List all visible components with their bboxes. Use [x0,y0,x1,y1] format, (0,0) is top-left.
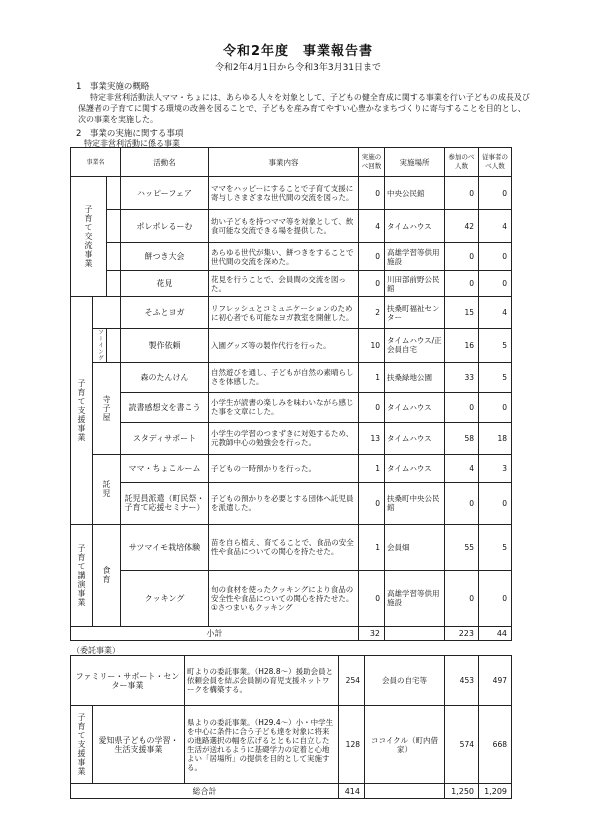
times-cell: 2 [359,297,385,329]
activity-content: 自然遊びを通し、子どもが自然の素晴らしさを体感した。 [209,362,359,392]
subtotal-label: 小計 [71,626,359,640]
total-staff: 1,209 [479,784,512,799]
activity-content: 入園グッズ等の製作代行を行った。 [209,329,359,363]
total-participants: 1,250 [445,784,479,799]
activity-name: 製作依頼 [121,329,209,363]
activity-name: 読書感想文を書こう [121,392,209,422]
staff-cell: 4 [479,297,512,329]
staff-cell: 0 [479,570,512,626]
participants-cell: 58 [445,422,479,454]
table-row [71,524,512,570]
activity-content: 苗を自ら植え、育てることで、食品の安全性や食品についての関心を持たせた。 [209,524,359,570]
table-row [71,243,512,271]
report-title: 令和2年度 事業報告書 [222,44,374,59]
group-koza: 子育て講演事業 [71,524,93,626]
times-cell: 0 [359,177,385,210]
group-takuji: 託児 [93,454,121,524]
staff-cell: 4 [479,210,512,243]
staff-cell: 497 [479,656,512,706]
participants-cell: 15 [445,297,479,329]
table-row [71,297,512,329]
activity-content: リフレッシュとコミュニケーションのために初心者でも可能なヨガ教室を開催した。 [209,297,359,329]
times-cell: 13 [359,422,385,454]
intro-paragraph: 特定非営利活動法人ママ・ちょには、あらゆる人々を対象として、子どもの健全育成に関する事業を行い子どもの成長及び保護者の子育てに関する環境の改善を図ることで、子どもを産み育てやすい心豊かなまちづくりに寄与することを目的とし、次の事業を実施した。 [78,93,530,124]
activity-name: ママ・ちょこルーム [121,454,209,482]
times-cell: 1 [359,454,385,482]
header-times: 実施のべ回数 [359,148,385,177]
staff-cell: 5 [479,524,512,570]
times-cell: 0 [359,243,385,271]
activity-name: 餅つき大会 [121,243,209,271]
place-cell: 高雄学習等供用施設 [385,243,445,271]
activity-name: 花見 [121,271,209,297]
participants-cell: 453 [445,656,479,706]
activity-name: クッキング [121,570,209,626]
place-cell: タイムハウス [385,392,445,422]
place-cell: 扶桑町福祉センター [385,297,445,329]
subsection-heading: 特定非営利活動に係る事業 [84,139,180,148]
subtotal-participants: 223 [445,626,479,640]
participants-cell: 0 [445,392,479,422]
place-cell: 扶桑緑地公園 [385,362,445,392]
participants-cell: 0 [445,271,479,297]
table-header-row [71,148,512,177]
header-activity: 活動名 [121,148,209,177]
times-cell: 10 [359,329,385,363]
table-row [71,482,512,524]
table-row [71,570,512,626]
place-cell: 高雄学習等供用施設 [385,570,445,626]
times-cell: 0 [359,482,385,524]
table-row [71,656,512,706]
activity-content: あらゆる世代が集い、餅つきをすることで世代間の交流を深めた。 [209,243,359,271]
activity-content: 旬の食材を使ったクッキングにより食品の安全性や食品についての関心を持たせた。 ①さつまいもクッキング [209,570,359,626]
group-koryu: 子育て交流事業 [71,177,107,297]
place-cell: ココイクル（町内借家） [365,706,445,784]
times-cell: 0 [359,570,385,626]
place-cell: タイムハウス/正会員自宅 [385,329,445,363]
group-shokuiku: 食育 [93,524,121,626]
group-sozai: ソーイング [93,329,107,363]
staff-cell: 0 [479,177,512,210]
staff-cell: 0 [479,392,512,422]
table-row [71,271,512,297]
times-cell: 1 [359,524,385,570]
table-row [71,329,512,363]
participants-cell: 0 [445,570,479,626]
group-shien: 子育て支援事業 [71,297,93,525]
times-cell: 128 [339,706,365,784]
staff-cell: 0 [479,243,512,271]
subtotal-times: 32 [359,626,385,640]
times-cell: 0 [359,392,385,422]
staff-cell: 0 [479,482,512,524]
total-times: 414 [339,784,365,799]
itaku-name: ファミリー・サポート・センター事業 [71,656,185,706]
total-label: 総合計 [71,784,339,799]
staff-cell: 5 [479,362,512,392]
activity-content: 小学生が読書の楽しみを味わいながら感じた事を文章にした。 [209,392,359,422]
place-cell: タイムハウス [385,210,445,243]
activity-content: 幼い子どもを持つママ等を対象として、飲食可能な交流できる場を提供した。 [209,210,359,243]
activity-name: ポレポレるーむ [121,210,209,243]
itaku-content: 県よりの委託事業。（H29.4～）小・中学生を中心に条件に合う子ども達を対象に将来の進路選択の幅を広げるとともに自立した生活が送れるように基礎学力の定着と心地よい「居場所」の提供を目的として実施する。 [185,706,339,784]
staff-cell: 18 [479,422,512,454]
participants-cell: 4 [445,454,479,482]
itaku-name: 愛知県子どもの学習・生活支援事業 [93,706,185,784]
participants-cell: 574 [445,706,479,784]
table-row [71,392,512,422]
activity-name: サツマイモ栽培体験 [121,524,209,570]
times-cell: 254 [339,656,365,706]
total-row [71,784,512,799]
table-row [71,706,512,784]
header-staff: 従事者のべ人数 [479,148,512,177]
table-row [71,210,512,243]
subtotal-staff: 44 [479,626,512,640]
activity-name: 森のたんけん [121,362,209,392]
activity-table [70,147,512,641]
participants-cell: 0 [445,177,479,210]
activity-content: 子どもの預かりを必要とする団体へ託児員を派遣した。 [209,482,359,524]
subtotal-row [71,626,512,640]
staff-cell: 0 [479,271,512,297]
itaku-heading: （委託事業） [72,646,120,655]
header-place: 実施場所 [385,148,445,177]
section-heading-1: 1 事業実施の概略 [76,82,150,92]
table-row [71,362,512,392]
staff-cell: 3 [479,454,512,482]
activity-content: 子どもの一時預かりを行った。 [209,454,359,482]
participants-cell: 33 [445,362,479,392]
group-terakoya: 寺子屋 [93,362,121,454]
place-cell: 中央公民館 [385,177,445,210]
participants-cell: 42 [445,210,479,243]
header-content: 事業内容 [209,148,359,177]
times-cell: 0 [359,271,385,297]
activity-content: 花見を行うことで、会員間の交流を図った。 [209,271,359,297]
place-cell: 扶桑町中央公民館 [385,482,445,524]
place-cell: タイムハウス [385,454,445,482]
place-cell: 会員畑 [385,524,445,570]
participants-cell: 0 [445,482,479,524]
activity-name: ハッピーフェア [121,177,209,210]
activity-name: 託児員派遣（町民祭・子育て応援セミナー） [121,482,209,524]
table-row [71,422,512,454]
header-participants: 参加のべ人数 [445,148,479,177]
staff-cell: 668 [479,706,512,784]
header-kind: 事業名 [71,148,121,177]
place-cell: タイムハウス [385,422,445,454]
times-cell: 4 [359,210,385,243]
participants-cell: 55 [445,524,479,570]
section-heading-2: 2 事業の実施に関する事項 [76,129,184,139]
table-row [71,177,512,210]
place-cell: 会員の自宅等 [365,656,445,706]
activity-name: スタディサポート [121,422,209,454]
participants-cell: 16 [445,329,479,363]
activity-name: そふとヨガ [121,297,209,329]
activity-content: 小学生の学習のつまずきに対処するため、元教師中心の勉強会を行った。 [209,422,359,454]
itaku-table [70,655,512,799]
place-cell: 川田部前野公民館 [385,271,445,297]
itaku-content: 町よりの委託事業。（H28.8～）援助会員と依頼会員を結ぶ会員制の育児支援ネットワークを構築する。 [185,656,339,706]
participants-cell: 0 [445,243,479,271]
times-cell: 1 [359,362,385,392]
report-period: 令和2年4月1日から令和3年3月31日まで [214,63,382,73]
staff-cell: 5 [479,329,512,363]
group-shien2: 子育て支援事業 [71,706,93,784]
table-row [71,454,512,482]
activity-content: ママをハッピーにすることで子育て支援に寄与しさまざまな世代間の交流を図った。 [209,177,359,210]
